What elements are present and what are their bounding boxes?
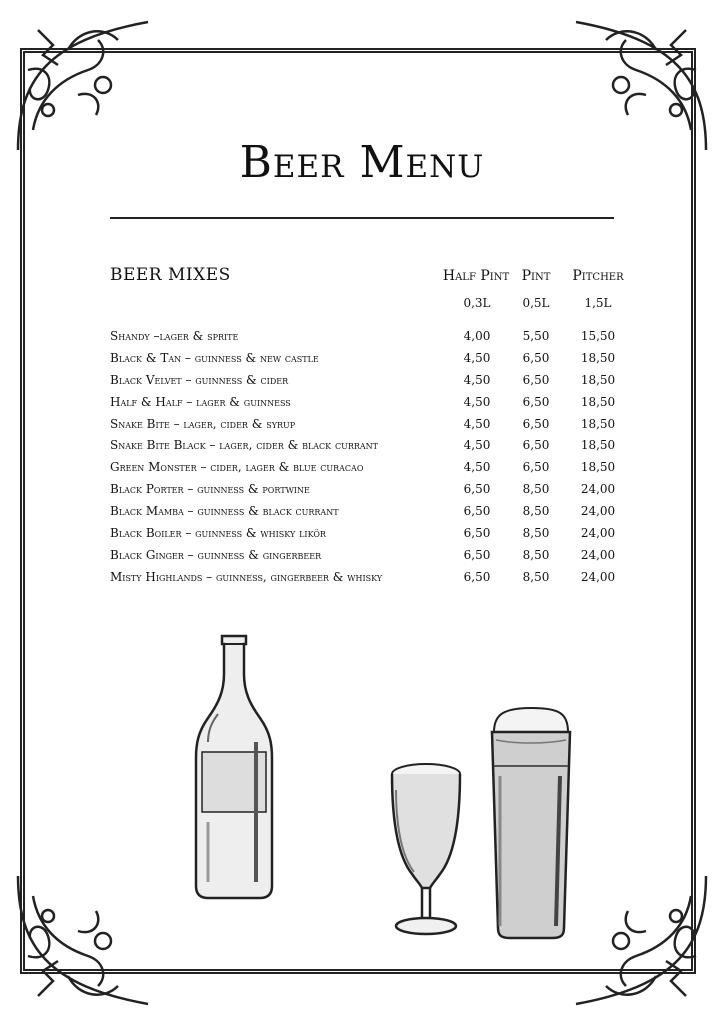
item-name: Misty Highlands – guinness, gingerbeer & whisky [110,569,383,584]
price-pint: 6,50 [522,416,550,431]
price-pitcher: 24,00 [580,569,616,584]
price-half-pint: 4,50 [463,438,491,453]
item-name: Black Mamba – guinness & black currant [110,504,339,519]
price-pint: 6,50 [522,372,550,387]
item-name: Snake Bite – lager, cider & syrup [110,416,296,431]
price-pitcher: 15,50 [580,329,616,343]
pint-glass-icon [486,706,576,942]
item-name: Snake Bite Black – lager, cider & black currant [110,438,378,453]
price-half-pint: 6,50 [463,482,491,497]
price-pitcher: 18,50 [580,460,616,475]
menu-list [110,329,630,592]
menu-item [110,548,630,570]
price-half-pint: 6,50 [463,569,491,584]
menu-item [110,351,630,373]
price-half-pint: 4,50 [463,416,491,431]
column-header-pitcher: Pitcher [572,268,624,284]
beer-bottle-icon [192,632,276,900]
price-pitcher: 18,50 [580,394,616,409]
price-pitcher: 18,50 [580,416,616,431]
column-header-pint: Pint [521,268,551,284]
menu-item [110,395,630,417]
price-half-pint: 4,50 [463,394,491,409]
menu-item [110,329,630,351]
price-pint: 6,50 [522,460,550,475]
item-name: Black Ginger – guinness & gingerbeer [110,547,322,562]
price-pint: 8,50 [522,526,550,541]
item-name: Shandy –lager & sprite [110,329,239,343]
column-size-pitcher: 1,5L [584,296,612,310]
column-size-half-pint: 0,3L [463,296,491,310]
price-pint: 6,50 [522,350,550,365]
price-pint: 8,50 [522,547,550,562]
price-pitcher: 24,00 [580,526,616,541]
price-half-pint: 6,50 [463,504,491,519]
column-header-half-pint: Half Pint [442,268,510,284]
price-pint: 6,50 [522,394,550,409]
stemmed-beer-glass-icon [386,760,466,940]
item-name: Black & Tan – guinness & new castle [110,350,319,365]
price-pint: 6,50 [522,438,550,453]
price-pitcher: 18,50 [580,372,616,387]
price-pitcher: 24,00 [580,504,616,519]
price-pitcher: 24,00 [580,482,616,497]
column-size-pint: 0,5L [522,296,550,310]
price-half-pint: 6,50 [463,547,491,562]
price-half-pint: 4,50 [463,372,491,387]
item-name: Green Monster – cider, lager & blue curacao [110,460,364,475]
menu-item [110,373,630,395]
item-name: Black Velvet – guinness & cider [110,372,289,387]
price-pitcher: 18,50 [580,438,616,453]
item-name: Black Boiler – guinness & whisky likör [110,526,326,541]
title-divider [110,217,614,219]
price-pitcher: 18,50 [580,350,616,365]
page-title: Beer Menu [239,137,485,189]
price-half-pint: 6,50 [463,526,491,541]
price-pint: 8,50 [522,504,550,519]
price-pint: 5,50 [522,329,550,343]
price-pitcher: 24,00 [580,547,616,562]
menu-item [110,570,630,592]
price-pint: 8,50 [522,569,550,584]
menu-item [110,460,630,482]
corner-ornament-icon [8,866,158,1016]
item-name: Black Porter – guinness & portwine [110,482,310,497]
menu-item [110,438,630,460]
item-name: Half & Half – lager & guinness [110,394,291,409]
price-half-pint: 4,00 [463,329,491,343]
menu-item [110,526,630,548]
price-half-pint: 4,50 [463,460,491,475]
section-title: BEER MIXES [110,265,231,285]
menu-item [110,482,630,504]
price-half-pint: 4,50 [463,350,491,365]
price-pint: 8,50 [522,482,550,497]
menu-item [110,504,630,526]
menu-item [110,417,630,439]
corner-ornament-icon [566,866,716,1016]
